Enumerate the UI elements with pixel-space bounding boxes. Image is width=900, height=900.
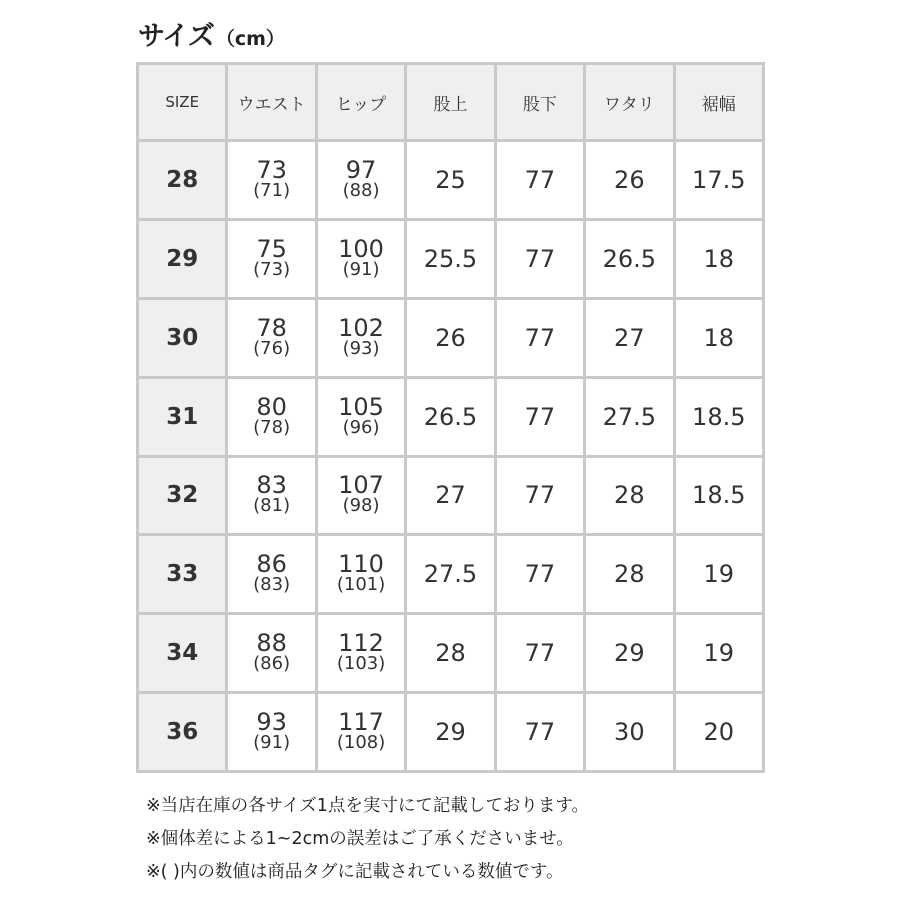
hem-cell xyxy=(674,219,763,298)
waist-cell-tag-value: (86) xyxy=(253,653,291,675)
header-size: SIZE xyxy=(138,64,227,141)
waist-cell-value: 86 xyxy=(256,550,287,579)
table-row xyxy=(138,456,764,535)
waist-cell-value: 88 xyxy=(256,629,287,658)
rise-cell-value: 25.5 xyxy=(423,244,478,273)
rise-cell xyxy=(406,693,495,772)
rise-cell-value: 29 xyxy=(435,718,466,747)
hip-cell xyxy=(316,141,405,220)
waist-cell xyxy=(227,614,316,693)
inseam-cell xyxy=(495,377,584,456)
size-cell xyxy=(138,535,227,614)
size-cell-value: 36 xyxy=(166,719,199,746)
inseam-cell-value: 77 xyxy=(524,165,556,194)
size-cell-value: 30 xyxy=(166,324,199,351)
inseam-cell-value: 77 xyxy=(524,323,556,352)
thigh-cell-value: 26.5 xyxy=(602,244,657,273)
inseam-cell xyxy=(495,298,584,377)
thigh-cell xyxy=(585,377,674,456)
table-row xyxy=(138,614,764,693)
header-hip: ヒップ xyxy=(316,64,405,141)
table-row xyxy=(138,693,764,772)
hem-cell-value: 18.5 xyxy=(692,481,746,510)
rise-cell-value: 27.5 xyxy=(423,560,478,589)
note: ※当店在庫の各サイズ1点を実寸にて記載しております。 xyxy=(146,796,589,816)
size-cell xyxy=(138,141,227,220)
hip-cell-value: 107 xyxy=(338,471,384,500)
inseam-cell-value: 77 xyxy=(524,481,556,510)
rise-cell xyxy=(406,377,495,456)
size-cell xyxy=(138,456,227,535)
hip-cell-value: 105 xyxy=(338,392,384,421)
thigh-cell xyxy=(585,614,674,693)
thigh-cell xyxy=(585,298,674,377)
waist-cell-value: 93 xyxy=(256,708,287,737)
waist-cell-tag-value: (76) xyxy=(253,337,291,359)
thigh-cell-value: 26 xyxy=(614,165,645,194)
thigh-cell-value: 28 xyxy=(614,560,645,589)
header-thigh: ワタリ xyxy=(585,64,674,141)
title-main: サイズ xyxy=(138,21,214,52)
hip-cell-tag-value: (101) xyxy=(336,574,386,596)
waist-cell xyxy=(227,456,316,535)
hip-cell-value: 100 xyxy=(338,234,384,263)
hip-cell xyxy=(316,298,405,377)
hem-cell xyxy=(674,377,763,456)
thigh-cell-value: 27 xyxy=(614,323,645,352)
rise-cell-value: 25 xyxy=(435,165,466,194)
waist-cell xyxy=(227,535,316,614)
thigh-cell xyxy=(585,456,674,535)
hip-cell-tag-value: (91) xyxy=(342,258,380,280)
hip-cell-value: 110 xyxy=(338,550,384,579)
hem-cell xyxy=(674,535,763,614)
waist-cell-value: 78 xyxy=(256,313,287,342)
size-cell-value: 31 xyxy=(166,403,199,430)
hem-cell-value: 20 xyxy=(703,718,735,747)
hip-cell-value: 102 xyxy=(338,313,384,342)
rise-cell xyxy=(406,614,495,693)
hip-cell-tag-value: (96) xyxy=(342,416,380,438)
thigh-cell-value: 29 xyxy=(614,639,645,668)
note: ※( )内の数値は商品タグに記載されている数値です。 xyxy=(146,862,564,882)
rise-cell-value: 26.5 xyxy=(423,402,478,431)
inseam-cell xyxy=(495,219,584,298)
waist-cell xyxy=(227,298,316,377)
rise-cell xyxy=(406,219,495,298)
thigh-cell-value: 30 xyxy=(614,718,645,747)
rise-cell-value: 28 xyxy=(435,639,466,668)
hem-cell-value: 17.5 xyxy=(692,165,746,194)
waist-cell-tag-value: (83) xyxy=(253,574,291,596)
table-row xyxy=(138,377,764,456)
thigh-cell-value: 28 xyxy=(614,481,645,510)
hip-cell xyxy=(316,456,405,535)
rise-cell xyxy=(406,456,495,535)
table-row xyxy=(138,219,764,298)
size-cell xyxy=(138,377,227,456)
inseam-cell xyxy=(495,614,584,693)
hem-cell-value: 19 xyxy=(703,639,735,668)
hip-cell-tag-value: (98) xyxy=(342,495,380,517)
waist-cell xyxy=(227,141,316,220)
table-row xyxy=(138,298,764,377)
waist-cell-tag-value: (81) xyxy=(253,495,291,517)
waist-cell-value: 83 xyxy=(256,471,287,500)
inseam-cell-value: 77 xyxy=(524,244,556,273)
hip-cell-tag-value: (103) xyxy=(336,653,386,675)
hem-cell xyxy=(674,693,763,772)
hip-cell xyxy=(316,535,405,614)
waist-cell-value: 75 xyxy=(256,234,287,263)
waist-cell xyxy=(227,693,316,772)
hem-cell-value: 18 xyxy=(703,323,735,352)
hip-cell-value: 112 xyxy=(338,629,384,658)
waist-cell-tag-value: (71) xyxy=(253,179,291,201)
title-unit: （cm） xyxy=(215,28,285,50)
rise-cell xyxy=(406,141,495,220)
table-row xyxy=(138,141,764,220)
hip-cell-tag-value: (88) xyxy=(342,179,380,201)
header-waist: ウエスト xyxy=(227,64,316,141)
size-cell xyxy=(138,219,227,298)
page-title xyxy=(138,14,285,53)
hip-cell xyxy=(316,693,405,772)
thigh-cell xyxy=(585,219,674,298)
hip-cell-value: 97 xyxy=(345,155,377,184)
thigh-cell-value: 27.5 xyxy=(602,402,657,431)
size-cell xyxy=(138,298,227,377)
size-cell xyxy=(138,693,227,772)
inseam-cell-value: 77 xyxy=(524,560,556,589)
thigh-cell xyxy=(585,535,674,614)
hip-cell xyxy=(316,614,405,693)
size-cell-value: 32 xyxy=(166,482,199,509)
hem-cell xyxy=(674,456,763,535)
waist-cell xyxy=(227,219,316,298)
inseam-cell xyxy=(495,456,584,535)
header-inseam: 股下 xyxy=(495,64,584,141)
inseam-cell-value: 77 xyxy=(524,718,556,747)
note: ※個体差による1~2cmの誤差はご了承くださいませ。 xyxy=(146,829,574,849)
rise-cell xyxy=(406,535,495,614)
hip-cell-tag-value: (93) xyxy=(342,337,380,359)
table-row xyxy=(138,535,764,614)
size-table xyxy=(136,62,765,773)
header-row xyxy=(138,64,764,141)
hem-cell-value: 18 xyxy=(703,244,735,273)
hip-cell xyxy=(316,377,405,456)
hip-cell-tag-value: (108) xyxy=(336,732,386,754)
header-hem: 裾幅 xyxy=(674,64,763,141)
size-cell xyxy=(138,614,227,693)
hem-cell xyxy=(674,298,763,377)
rise-cell-value: 26 xyxy=(435,323,466,352)
hip-cell-value: 117 xyxy=(338,708,384,737)
waist-cell-tag-value: (73) xyxy=(253,258,291,280)
rise-cell-value: 27 xyxy=(435,481,466,510)
size-cell-value: 34 xyxy=(166,640,199,667)
inseam-cell-value: 77 xyxy=(524,402,556,431)
hem-cell xyxy=(674,141,763,220)
size-cell-value: 28 xyxy=(166,166,199,193)
size-cell-value: 33 xyxy=(166,561,199,588)
waist-cell-value: 80 xyxy=(256,392,287,421)
hem-cell-value: 19 xyxy=(703,560,735,589)
notes xyxy=(146,790,589,889)
hem-cell xyxy=(674,614,763,693)
inseam-cell xyxy=(495,141,584,220)
waist-cell-value: 73 xyxy=(256,155,287,184)
hip-cell xyxy=(316,219,405,298)
rise-cell xyxy=(406,298,495,377)
inseam-cell xyxy=(495,693,584,772)
hem-cell-value: 18.5 xyxy=(692,402,746,431)
waist-cell-tag-value: (78) xyxy=(253,416,291,438)
header-rise: 股上 xyxy=(406,64,495,141)
inseam-cell-value: 77 xyxy=(524,639,556,668)
inseam-cell xyxy=(495,535,584,614)
size-cell-value: 29 xyxy=(166,245,199,272)
waist-cell xyxy=(227,377,316,456)
thigh-cell xyxy=(585,693,674,772)
thigh-cell xyxy=(585,141,674,220)
waist-cell-tag-value: (91) xyxy=(253,732,291,754)
